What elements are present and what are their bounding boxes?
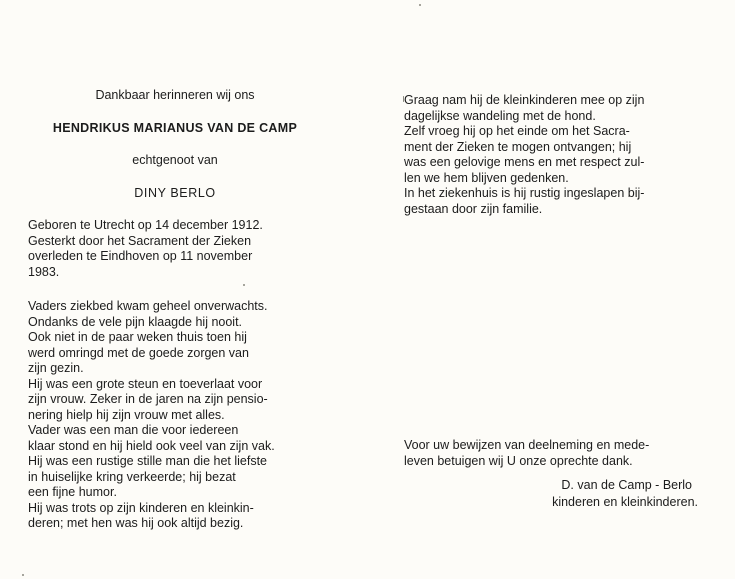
text-line: Graag nam hij de kleinkinderen mee op zijn <box>404 93 645 107</box>
text-line: len we hem blijven gedenken. <box>404 170 569 185</box>
speck <box>243 284 245 286</box>
intro-line: Dankbaar herinneren wij ons <box>95 88 255 102</box>
text-line: Voor uw bewijzen van deelneming en mede- <box>404 438 650 452</box>
signature-block <box>404 477 698 511</box>
text-line: Geboren te Utrecht op 14 december 1912. <box>28 218 263 232</box>
dates-paragraph <box>28 218 322 280</box>
text-line: Vader was een man die voor iedereen <box>28 423 239 437</box>
text-line: in huiselijke kring verkeerde; hij bezat <box>28 469 236 484</box>
spouse-label: echtgenoot van <box>132 153 218 167</box>
deceased-name: HENDRIKUS MARIANUS VAN DE CAMP <box>52 120 298 135</box>
text-line: leven betuigen wij U onze oprechte dank. <box>404 454 633 468</box>
text-line: deren; met hen was hij ook altijd bezig. <box>28 516 244 530</box>
text-line: Hij was een grote steun en toeverlaat voor <box>28 376 263 391</box>
right-column <box>404 93 702 217</box>
text-line: nering hielp hij zijn vrouw met alles. <box>28 407 225 422</box>
signature-family: kinderen en kleinkinderen. <box>552 495 698 509</box>
text-line: In het ziekenhuis is hij rustig ingeslapen bij- <box>404 186 645 200</box>
speck <box>419 4 421 6</box>
text-line: ment der Zieken te mogen ontvangen; hij <box>404 139 632 154</box>
text-line: overleden te Eindhoven op 11 november <box>28 249 253 263</box>
text-line: dagelijkse wandeling met de hond. <box>404 108 596 123</box>
text-line: een fijne humor. <box>28 485 117 499</box>
left-body <box>28 299 322 532</box>
text-line: gestaan door zijn familie. <box>404 201 543 216</box>
text-line: zijn gezin. <box>28 361 84 375</box>
speck <box>403 96 404 102</box>
text-line: Ondanks de vele pijn klaagde hij nooit. <box>28 314 243 329</box>
text-line: was een gelovige mens en met respect zul- <box>404 155 645 169</box>
text-line: Hij was een rustige stille man die het liefste <box>28 454 268 468</box>
text-line: Gesterkt door het Sacrament der Zieken <box>28 233 252 248</box>
text-line: werd omringd met de goede zorgen van <box>28 345 249 360</box>
thanks-paragraph <box>404 437 702 469</box>
left-column <box>28 86 322 532</box>
text-line: klaar stond en hij hield ook veel van zijn vak. <box>28 438 275 453</box>
speck <box>22 574 24 576</box>
spouse-name: DINY BERLO <box>134 185 216 200</box>
text-line: Hij was trots op zijn kinderen en kleinkin- <box>28 500 254 515</box>
text-line: 1983. <box>28 264 60 279</box>
text-line: Vaders ziekbed kwam geheel onverwachts. <box>28 299 268 313</box>
text-line: zijn vrouw. Zeker in de jaren na zijn pensio- <box>28 392 268 406</box>
signature-name: D. van de Camp - Berlo <box>561 478 692 492</box>
text-line: Zelf vroeg hij op het einde om het Sacra- <box>404 124 630 138</box>
text-line: Ook niet in de paar weken thuis toen hij <box>28 330 247 344</box>
